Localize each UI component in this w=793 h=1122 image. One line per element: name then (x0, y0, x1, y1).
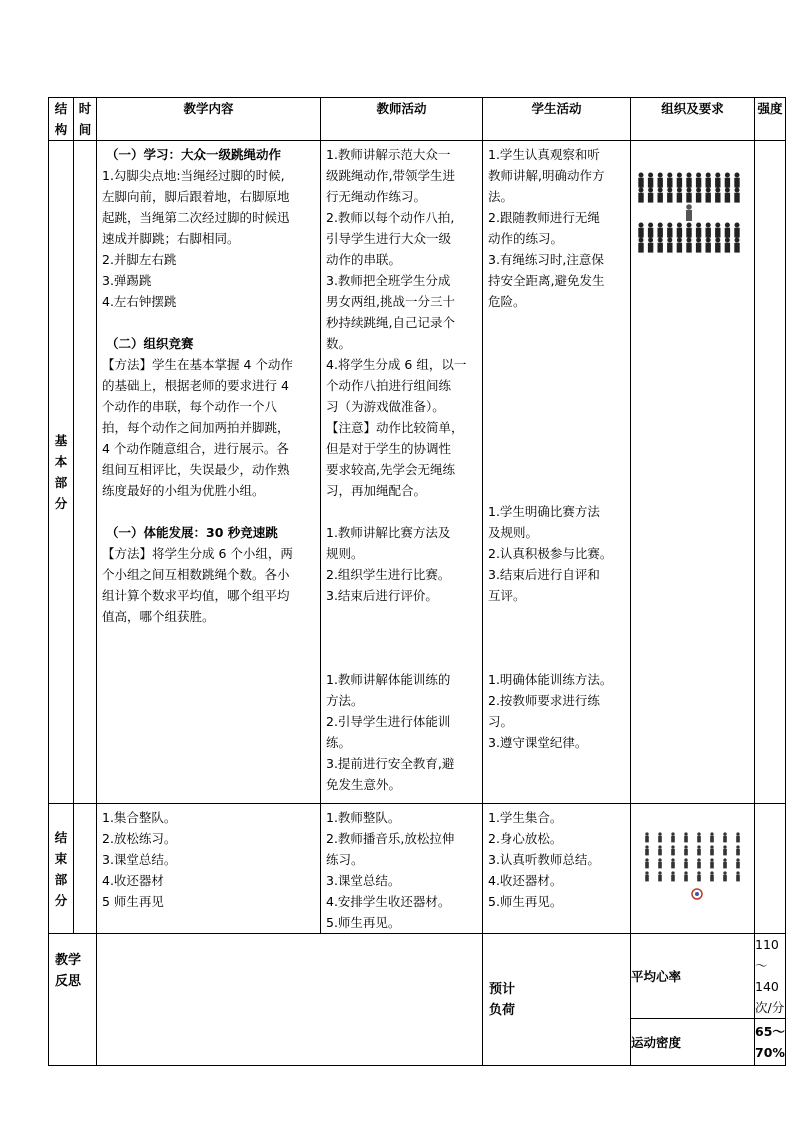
text-line: 数。 (326, 336, 352, 351)
text-line: 【方法】将学生分成 6 个小组，两 (102, 546, 293, 561)
ending-student-lines (483, 804, 630, 912)
student-figure-icon (710, 845, 714, 855)
student-figure-icon (686, 204, 692, 221)
text-line: 级跳绳动作,带领学生进 (326, 168, 455, 183)
student-figure-icon (715, 222, 720, 237)
basic-intensity-cell (755, 141, 786, 804)
text-line: 的基础上，根据老师的要求进行 4 (102, 378, 289, 393)
header-row (49, 98, 786, 141)
text-line: 要求较高,先学会无绳练 (326, 462, 455, 477)
text-line: 动作的串联。 (326, 252, 402, 267)
ending-time-cell (74, 804, 97, 934)
text-line: 4 个动作随意组合，进行展示。各 (102, 441, 289, 456)
student-activity-c (488, 669, 626, 753)
student-activity-a (488, 144, 626, 312)
student-figure-icon (725, 237, 730, 252)
student-figure-icon (696, 237, 701, 252)
student-figure-icon (684, 845, 688, 855)
student-figure-icon (734, 237, 739, 252)
basic-part-label: 基本部分 (49, 141, 74, 804)
text-line: 危险。 (488, 294, 526, 309)
ending-student-cell (483, 804, 631, 934)
text-line: 【方法】学生在基本掌握 4 个动作 (102, 357, 293, 372)
load-label: 预计负荷 (489, 981, 516, 1018)
header-structure: 结构 (49, 98, 74, 141)
student-figure-icon (725, 172, 730, 187)
teacher-activity-a (326, 144, 478, 501)
text-line: 2.放松练习。 (102, 831, 177, 846)
reflection-label-cell (49, 934, 97, 1066)
text-line: 3.有绳练习时,注意保 (488, 252, 604, 267)
teacher-activity-b (326, 522, 478, 606)
student-figure-icon (734, 187, 739, 202)
text-line: 引导学生进行大众一级 (326, 231, 452, 246)
text-line: 免发生意外。 (326, 777, 402, 792)
student-figure-icon (736, 858, 740, 868)
student-figure-icon (667, 187, 672, 202)
student-figure-icon (648, 187, 653, 202)
student-figure-icon (638, 222, 643, 237)
ending-part-row (49, 804, 786, 934)
text-line: 习（为游戏做准备）。 (326, 399, 445, 414)
text-line: 3.结束后进行评价。 (326, 588, 438, 603)
student-figure-icon (736, 871, 740, 881)
student-figure-icon (723, 832, 727, 842)
text-line: 规则。 (326, 546, 364, 561)
student-figure-icon (658, 845, 662, 855)
reflection-notes-cell (97, 934, 483, 1066)
text-line: 教师讲解,明确动作方 (488, 168, 605, 183)
text-line: 4.安排学生收还器材。 (326, 894, 451, 909)
student-figure-icon (645, 871, 649, 881)
student-figure-icon (686, 172, 691, 187)
text-line: 3.弹踢跳 (102, 273, 152, 288)
text-line: 左脚向前，脚后跟着地，右脚原地 (102, 189, 290, 204)
student-figure-icon (638, 237, 643, 252)
text-line: 速成并脚跳；右脚相同。 (102, 231, 240, 246)
student-figure-icon (706, 222, 711, 237)
student-figure-icon (734, 172, 739, 187)
text-line: 1.教师讲解示范大众一 (326, 147, 451, 162)
basic-student-cell (483, 141, 631, 804)
text-line: 3.提前进行安全教育,避 (326, 756, 455, 771)
text-line: 行无绳动作练习。 (326, 189, 427, 204)
student-figure-icon (684, 832, 688, 842)
text-line: 1.集合整队。 (102, 810, 177, 825)
text-line: 2.身心放松。 (488, 831, 563, 846)
student-figure-icon (677, 172, 682, 187)
text-line: 4.左右钟摆跳 (102, 294, 177, 309)
text-line: 3.结束后进行自评和 (488, 567, 600, 582)
basic-part-row (49, 141, 786, 804)
student-figure-icon (686, 237, 691, 252)
student-figure-icon (648, 237, 653, 252)
ending-content-cell (97, 804, 321, 934)
header-time: 时间 (74, 98, 97, 141)
text-line: 2.并脚左右跳 (102, 252, 177, 267)
student-activity-b (488, 501, 626, 606)
student-figure-icon (697, 832, 701, 842)
student-figure-icon (696, 187, 701, 202)
text-line: 2.跟随教师进行无绳 (488, 210, 600, 225)
text-line: 2.引导学生进行体能训 (326, 714, 451, 729)
text-line: 1.学生明确比赛方法 (488, 504, 600, 519)
text-line: 拍，每个动作之间加两拍并脚跳， (102, 420, 290, 435)
heart-rate-value: 110～140 次/分 (755, 934, 786, 1019)
student-figure-icon (696, 172, 701, 187)
text-line: 3.遵守课堂纪律。 (488, 735, 588, 750)
section-title-skills: （一）学习：大众一级跳绳动作 (106, 147, 282, 162)
text-line: 5.师生再见。 (326, 915, 401, 930)
text-line: 及规则。 (488, 525, 539, 540)
text-line: 1.学生集合。 (488, 810, 563, 825)
student-figure-icon (710, 858, 714, 868)
skills-lines (102, 165, 316, 312)
ending-content-lines (97, 804, 320, 912)
student-figure-icon (671, 845, 675, 855)
text-line: 1.教师讲解比赛方法及 (326, 525, 451, 540)
text-line: 【注意】动作比较简单， (326, 420, 464, 435)
text-line: 1.学生认真观察和听 (488, 147, 600, 162)
student-figure-icon (658, 222, 663, 237)
text-line: 值高，哪个组获胜。 (102, 609, 215, 624)
student-figure-icon (734, 222, 739, 237)
student-figure-icon (684, 858, 688, 868)
student-figure-icon (697, 858, 701, 868)
student-figure-icon (667, 172, 672, 187)
student-figure-icon (696, 222, 701, 237)
student-figure-icon (667, 237, 672, 252)
text-line: 法。 (488, 189, 514, 204)
section-title-fitness: （一）体能发展：30 秒竞速跳 (106, 525, 278, 540)
student-figure-icon (671, 871, 675, 881)
text-line: 4.将学生分成 6 组，以一 (326, 357, 467, 372)
student-figure-icon (706, 172, 711, 187)
heart-rate-label: 平均心率 (631, 934, 755, 1019)
student-figure-icon (648, 222, 653, 237)
student-figure-icon (658, 832, 662, 842)
text-line: 练度最好的小组为优胜小组。 (102, 483, 265, 498)
text-line: 但是对于学生的协调性 (326, 441, 452, 456)
basic-organization-cell (631, 141, 755, 804)
lesson-plan-table (48, 97, 786, 1066)
text-line: 组间互相评比，失误最少，动作熟 (102, 462, 290, 477)
student-figure-icon (706, 187, 711, 202)
text-line: 练习。 (326, 852, 364, 867)
text-line: 3.课堂总结。 (326, 873, 401, 888)
header-intensity: 强度 (755, 98, 786, 141)
student-figure-icon (736, 832, 740, 842)
teacher-activity-c (326, 669, 478, 795)
ending-part-label: 结束部分 (49, 804, 74, 934)
reflection-label: 教学反思 (55, 953, 82, 989)
density-value: 65～70% (755, 1019, 786, 1066)
header-teacher: 教师活动 (321, 98, 483, 141)
text-line: 1.勾脚尖点地:当绳经过脚的时候, (102, 168, 285, 183)
student-figure-icon (658, 237, 663, 252)
text-line: 男女两组,挑战一分三十 (326, 294, 455, 309)
student-figure-icon (697, 871, 701, 881)
text-line: 2.组织学生进行比赛。 (326, 567, 451, 582)
section-title-competition: （二）组织竞赛 (106, 336, 194, 351)
text-line: 组计算个数求平均值，哪个组平均 (102, 588, 290, 603)
formation-diagram-icon (631, 167, 753, 287)
student-figure-icon (686, 187, 691, 202)
student-figure-icon (715, 187, 720, 202)
basic-teacher-cell (321, 141, 483, 804)
student-figure-icon (736, 845, 740, 855)
text-line: 互评。 (488, 588, 526, 603)
ending-organization-cell (631, 804, 755, 934)
student-figure-icon (645, 845, 649, 855)
text-line: 5.师生再见。 (488, 894, 563, 909)
student-figure-icon (723, 858, 727, 868)
student-figure-icon (658, 871, 662, 881)
text-line: 4.收还器材 (102, 873, 164, 888)
student-figure-icon (638, 172, 643, 187)
text-line: 方法。 (326, 693, 364, 708)
load-label-cell (483, 934, 631, 1066)
text-line: 习。 (488, 714, 514, 729)
student-figure-icon (677, 222, 682, 237)
student-figure-icon (710, 871, 714, 881)
basic-content-cell (97, 141, 321, 804)
student-figure-icon (723, 871, 727, 881)
student-figure-icon (723, 845, 727, 855)
text-line: 起跳，当绳第二次经过脚的时候迅 (102, 210, 290, 225)
text-line: 2.教师以每个动作八拍, (326, 210, 455, 225)
student-figure-icon (715, 172, 720, 187)
student-figure-icon (715, 237, 720, 252)
header-organization: 组织及要求 (631, 98, 755, 141)
text-line: 持安全距离,避免发生 (488, 273, 605, 288)
text-line: 动作的练习。 (488, 231, 564, 246)
student-figure-icon (697, 845, 701, 855)
text-line: 练。 (326, 735, 352, 750)
text-line: 3.教师把全班学生分成 (326, 273, 451, 288)
ending-teacher-cell (321, 804, 483, 934)
text-line: 3.认真听教师总结。 (488, 852, 600, 867)
text-line: 习，再加绳配合。 (326, 483, 427, 498)
ending-intensity-cell (755, 804, 786, 934)
student-figure-icon (667, 222, 672, 237)
student-figure-icon (725, 222, 730, 237)
student-figure-icon (677, 187, 682, 202)
student-figure-icon (725, 187, 730, 202)
header-content: 教学内容 (97, 98, 321, 141)
text-line: 1.教师整队。 (326, 810, 401, 825)
text-line: 个动作八拍进行组间练 (326, 378, 452, 393)
student-figure-icon (658, 172, 663, 187)
student-figure-icon (671, 858, 675, 868)
text-line: 2.认真积极参与比赛。 (488, 546, 613, 561)
student-figure-icon (638, 187, 643, 202)
ending-teacher-lines (321, 804, 482, 933)
basic-time-cell (74, 141, 97, 804)
text-line: 个小组之间互相数跳绳个数。各小 (102, 567, 290, 582)
student-figure-icon (710, 832, 714, 842)
text-line: 2.按教师要求进行练 (488, 693, 600, 708)
text-line: 个动作的串联，每个动作一个八 (102, 399, 278, 414)
density-label: 运动密度 (631, 1019, 755, 1066)
text-line: 2.教师播音乐,放松拉伸 (326, 831, 455, 846)
text-line: 4.收还器材。 (488, 873, 563, 888)
text-line: 5 师生再见 (102, 894, 164, 909)
student-figure-icon (677, 237, 682, 252)
student-figure-icon (671, 832, 675, 842)
text-line: 秒持续跳绳,自己记录个 (326, 315, 455, 330)
student-figure-icon (645, 832, 649, 842)
ending-formation-icon (631, 826, 753, 926)
student-figure-icon (658, 858, 662, 868)
student-figure-icon (658, 187, 663, 202)
text-line: 1.教师讲解体能训练的 (326, 672, 451, 687)
reflection-row-1 (49, 934, 786, 1019)
header-student: 学生活动 (483, 98, 631, 141)
student-figure-icon (648, 172, 653, 187)
student-figure-icon (706, 237, 711, 252)
text-line: 1.明确体能训练方法。 (488, 672, 613, 687)
competition-lines (102, 354, 316, 501)
student-figure-icon (686, 222, 691, 237)
student-figure-icon (684, 871, 688, 881)
fitness-lines (102, 543, 316, 627)
text-line: 3.课堂总结。 (102, 852, 177, 867)
student-figure-icon (645, 858, 649, 868)
